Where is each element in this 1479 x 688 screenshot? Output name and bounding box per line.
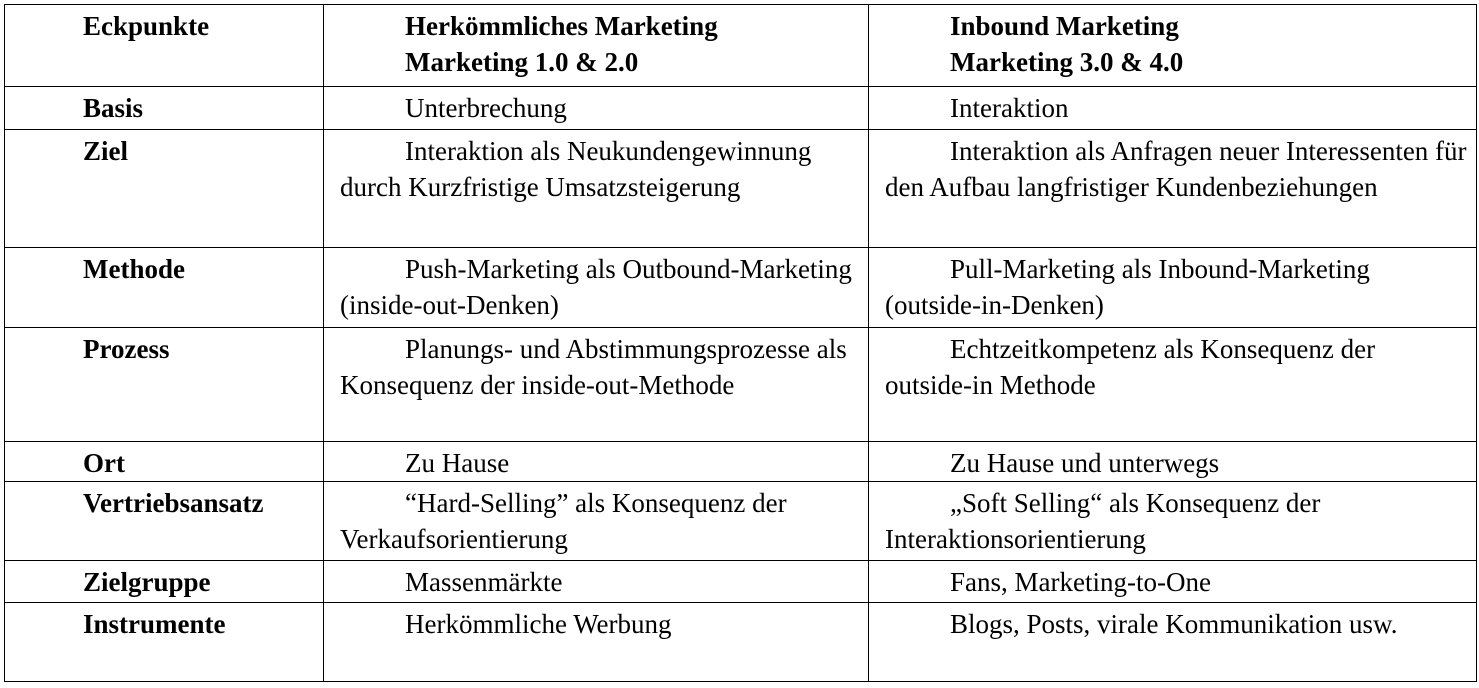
table-row [5,328,1477,442]
traditional-cell: Massenmärkte [324,561,869,603]
header-inbound-marketing [869,5,1477,87]
header-traditional-subtitle: Marketing 1.0 & 2.0 [405,47,639,77]
row-label: Vertriebsansatz [5,482,324,561]
header-traditional-marketing [324,5,869,87]
inbound-cell: Interaktion [869,87,1477,130]
row-label: Zielgruppe [5,561,324,603]
traditional-cell: Unterbrechung [324,87,869,130]
row-label: Instrumente [5,603,324,682]
traditional-cell: Herkömmliche Werbung [324,603,869,682]
traditional-cell: Push-Marketing als Outbound-Marketing (inside-out-Denken) [324,248,869,328]
traditional-cell: Planungs- und Abstimmungsprozesse als Konsequenz der inside-out-Methode [324,328,869,442]
inbound-cell: Blogs, Posts, virale Kommunikation usw. [869,603,1477,682]
traditional-cell: Zu Hause [324,442,869,482]
header-traditional-title: Herkömmliches Marketing [405,11,718,41]
table-row [5,482,1477,561]
table-row [5,442,1477,482]
traditional-cell: Interaktion als Neukundengewinnung durch Kurzfristige Umsatzsteigerung [324,130,869,248]
table-row [5,603,1477,682]
inbound-cell: Zu Hause und unterwegs [869,442,1477,482]
traditional-cell: “Hard-Selling” als Konsequenz der Verkaufsorientierung [324,482,869,561]
inbound-cell: Fans, Marketing-to-One [869,561,1477,603]
table-row [5,561,1477,603]
table-row [5,87,1477,130]
header-inbound-title: Inbound Marketing [950,11,1179,41]
table-row [5,248,1477,328]
row-label: Prozess [5,328,324,442]
comparison-table [4,4,1477,682]
table-row [5,130,1477,248]
header-inbound-subtitle: Marketing 3.0 & 4.0 [950,47,1184,77]
row-label: Ort [5,442,324,482]
row-label: Basis [5,87,324,130]
header-eckpunkte: Eckpunkte [5,5,324,87]
row-label: Ziel [5,130,324,248]
inbound-cell: „Soft Selling“ als Konsequenz der Interaktionsorientierung [869,482,1477,561]
table-header-row [5,5,1477,87]
row-label: Methode [5,248,324,328]
inbound-cell: Echtzeitkompetenz als Konsequenz der outside-in Methode [869,328,1477,442]
inbound-cell: Interaktion als Anfragen neuer Interessenten für den Aufbau langfristiger Kundenbeziehungen [869,130,1477,248]
inbound-cell: Pull-Marketing als Inbound-Marketing (outside-in-Denken) [869,248,1477,328]
